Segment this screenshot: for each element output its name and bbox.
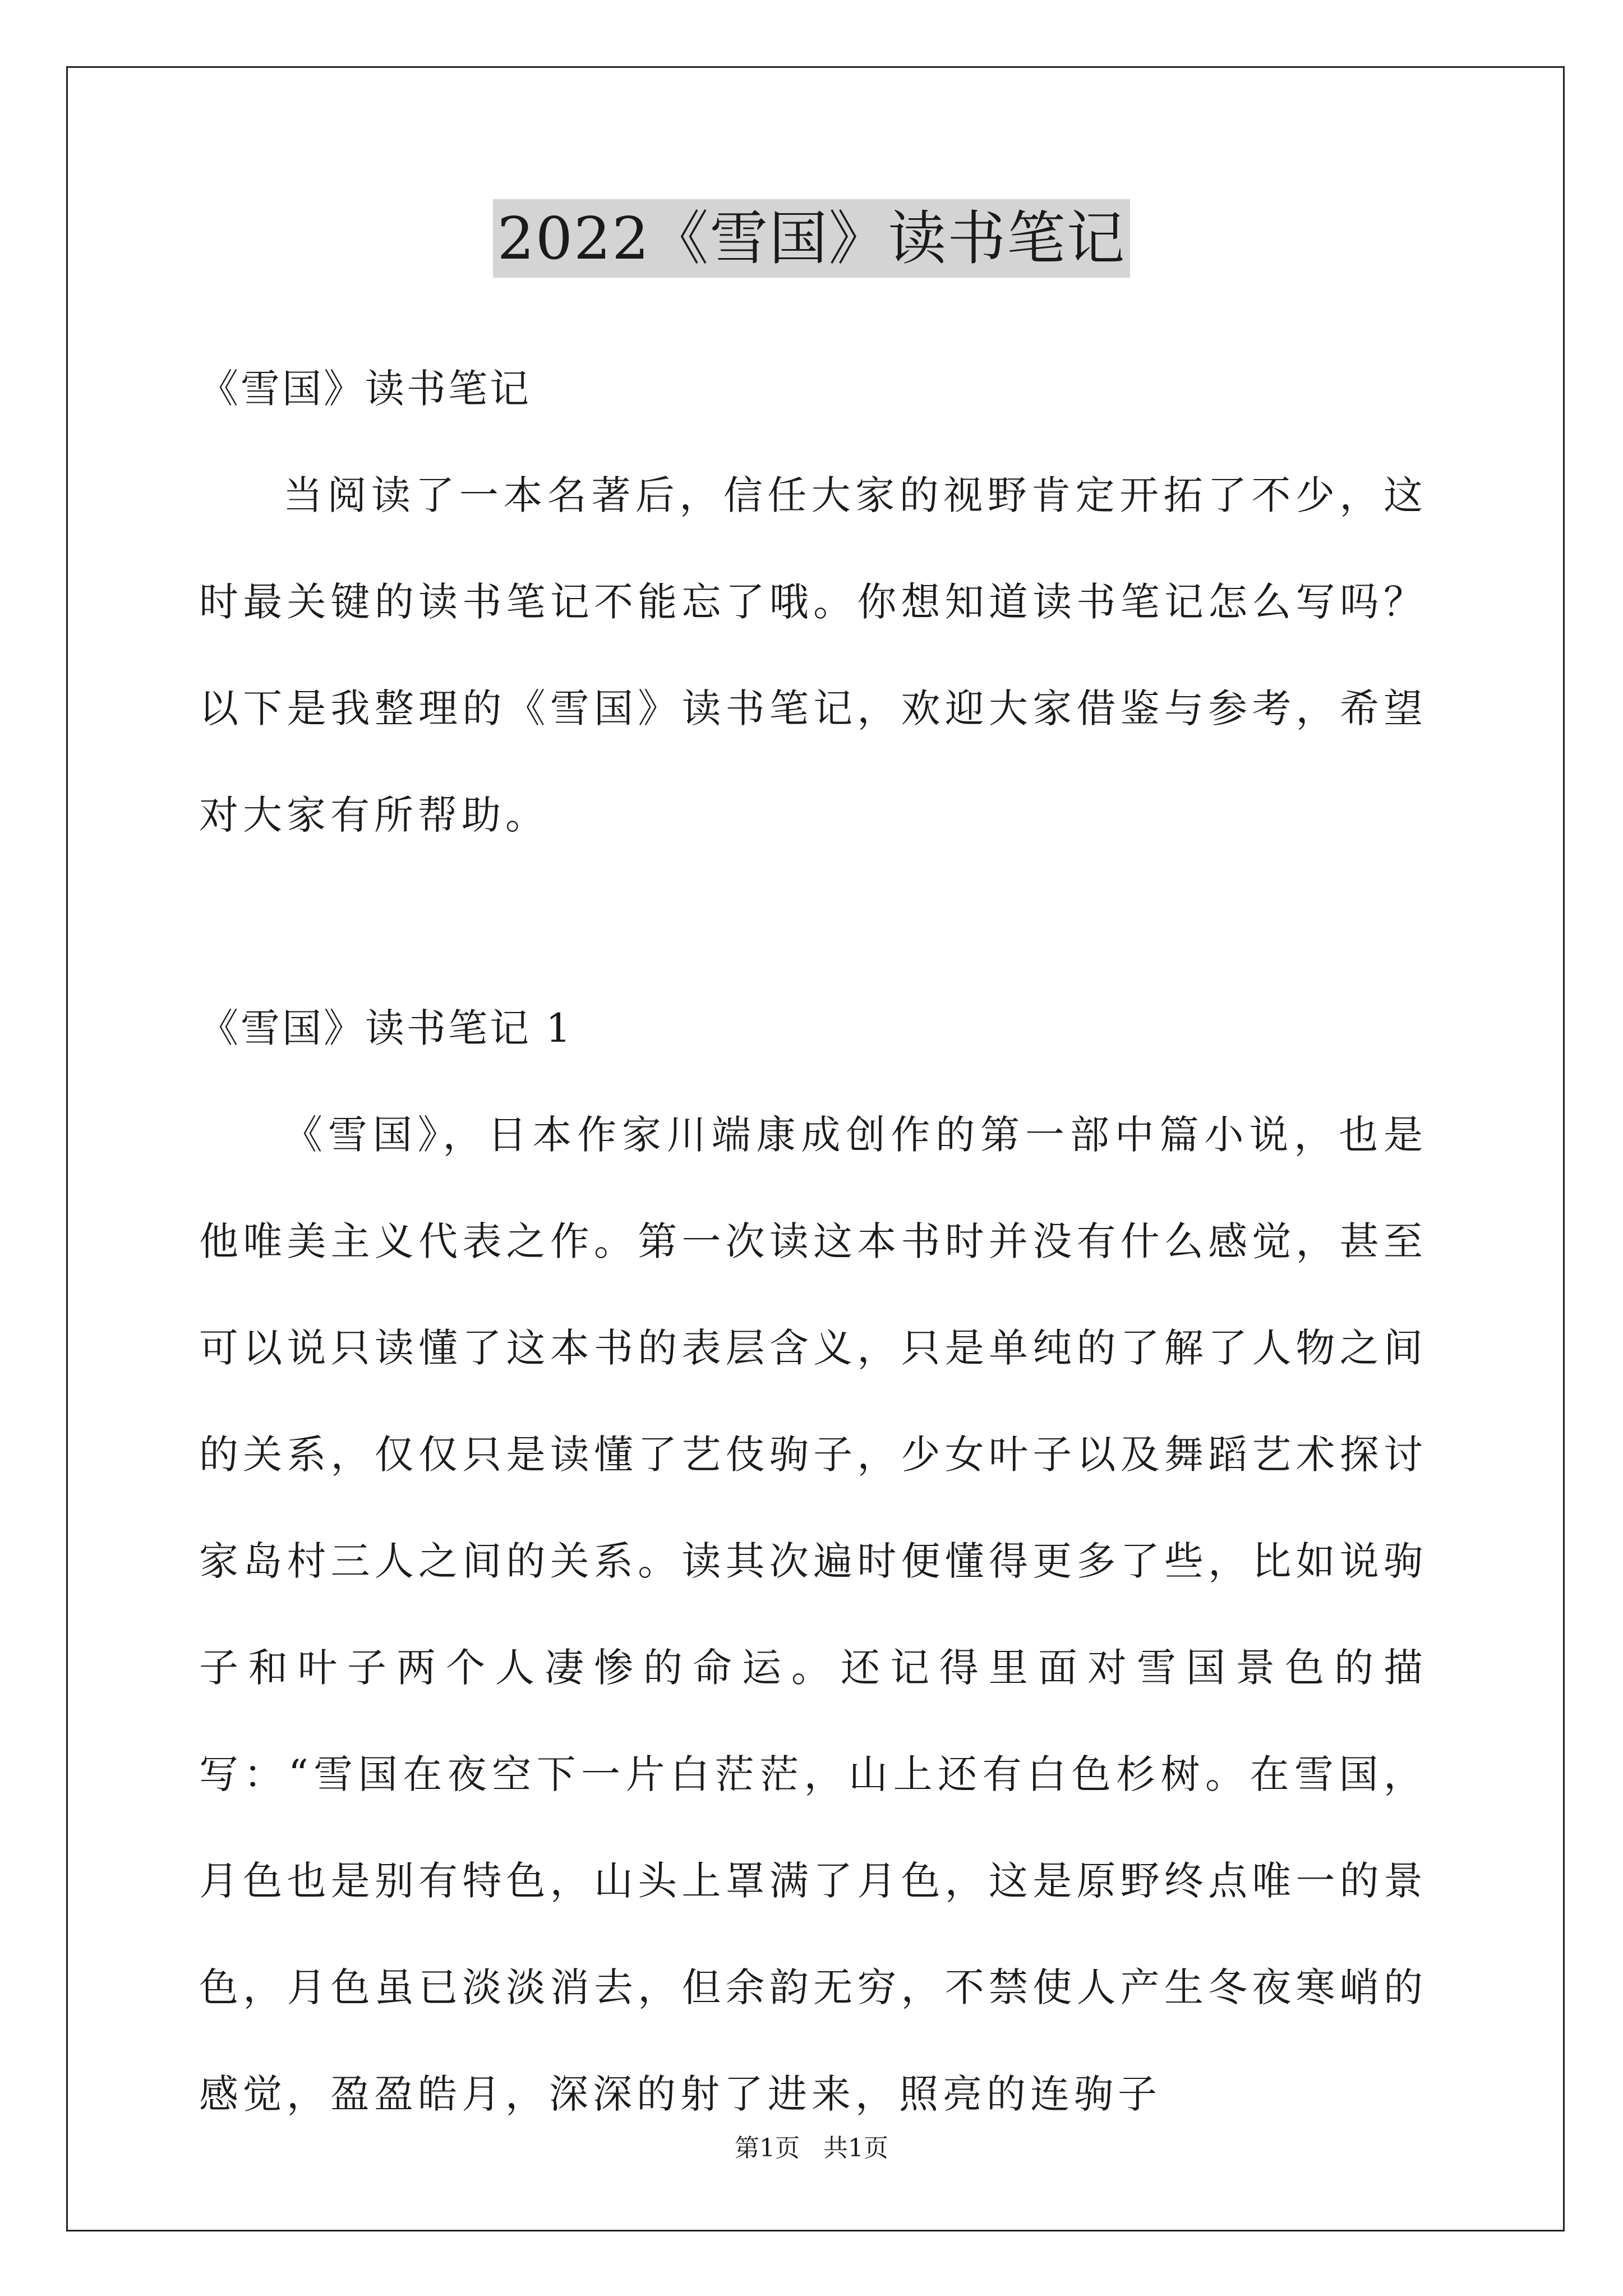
section-paragraph: 《雪国》，日本作家川端康成创作的第一部中篇小说，也是他唯美主义代表之作。第一次读这本书时并没有什么感觉，甚至可以说只读懂了这本书的表层含义，只是单纯的了解了人物之间的关系，仅仅只是读懂了艺伎驹子，少女叶子以及舞蹈艺术探讨家岛村三人之间的关系。读其次遍时便懂得更多了些，比如说驹子和叶子两个人凄惨的命运。还记得里面对雪国景色的描写：“雪国在夜空下一片白茫茫，山上还有白色杉树。在雪国，月色也是别有特色，山头上罩满了月色，这是原野终点唯一的景色，月色虽已淡淡消去，但余韵无穷，不禁使人产生冬夜寒峭的感觉，盈盈皓月，深深的射了进来，照亮的连驹子 [199, 1112, 1427, 2117]
title-container [0, 199, 1623, 278]
section-spacer [199, 868, 1427, 975]
document-body [199, 335, 1427, 2147]
document-title: 2022《雪国》读书笔记 [493, 199, 1131, 278]
intro-paragraph: 当阅读了一本名著后，信任大家的视野肯定开拓了不少，这时最关键的读书笔记不能忘了哦。你想知道读书笔记怎么写吗？以下是我整理的《雪国》读书笔记，欢迎大家借鉴与参考，希望对大家有所帮助。 [199, 472, 1427, 838]
section-heading: 《雪国》读书笔记 1 [199, 1005, 573, 1051]
intro-heading: 《雪国》读书笔记 [199, 366, 531, 412]
page-footer: 第1页 共1页 [735, 2134, 888, 2162]
